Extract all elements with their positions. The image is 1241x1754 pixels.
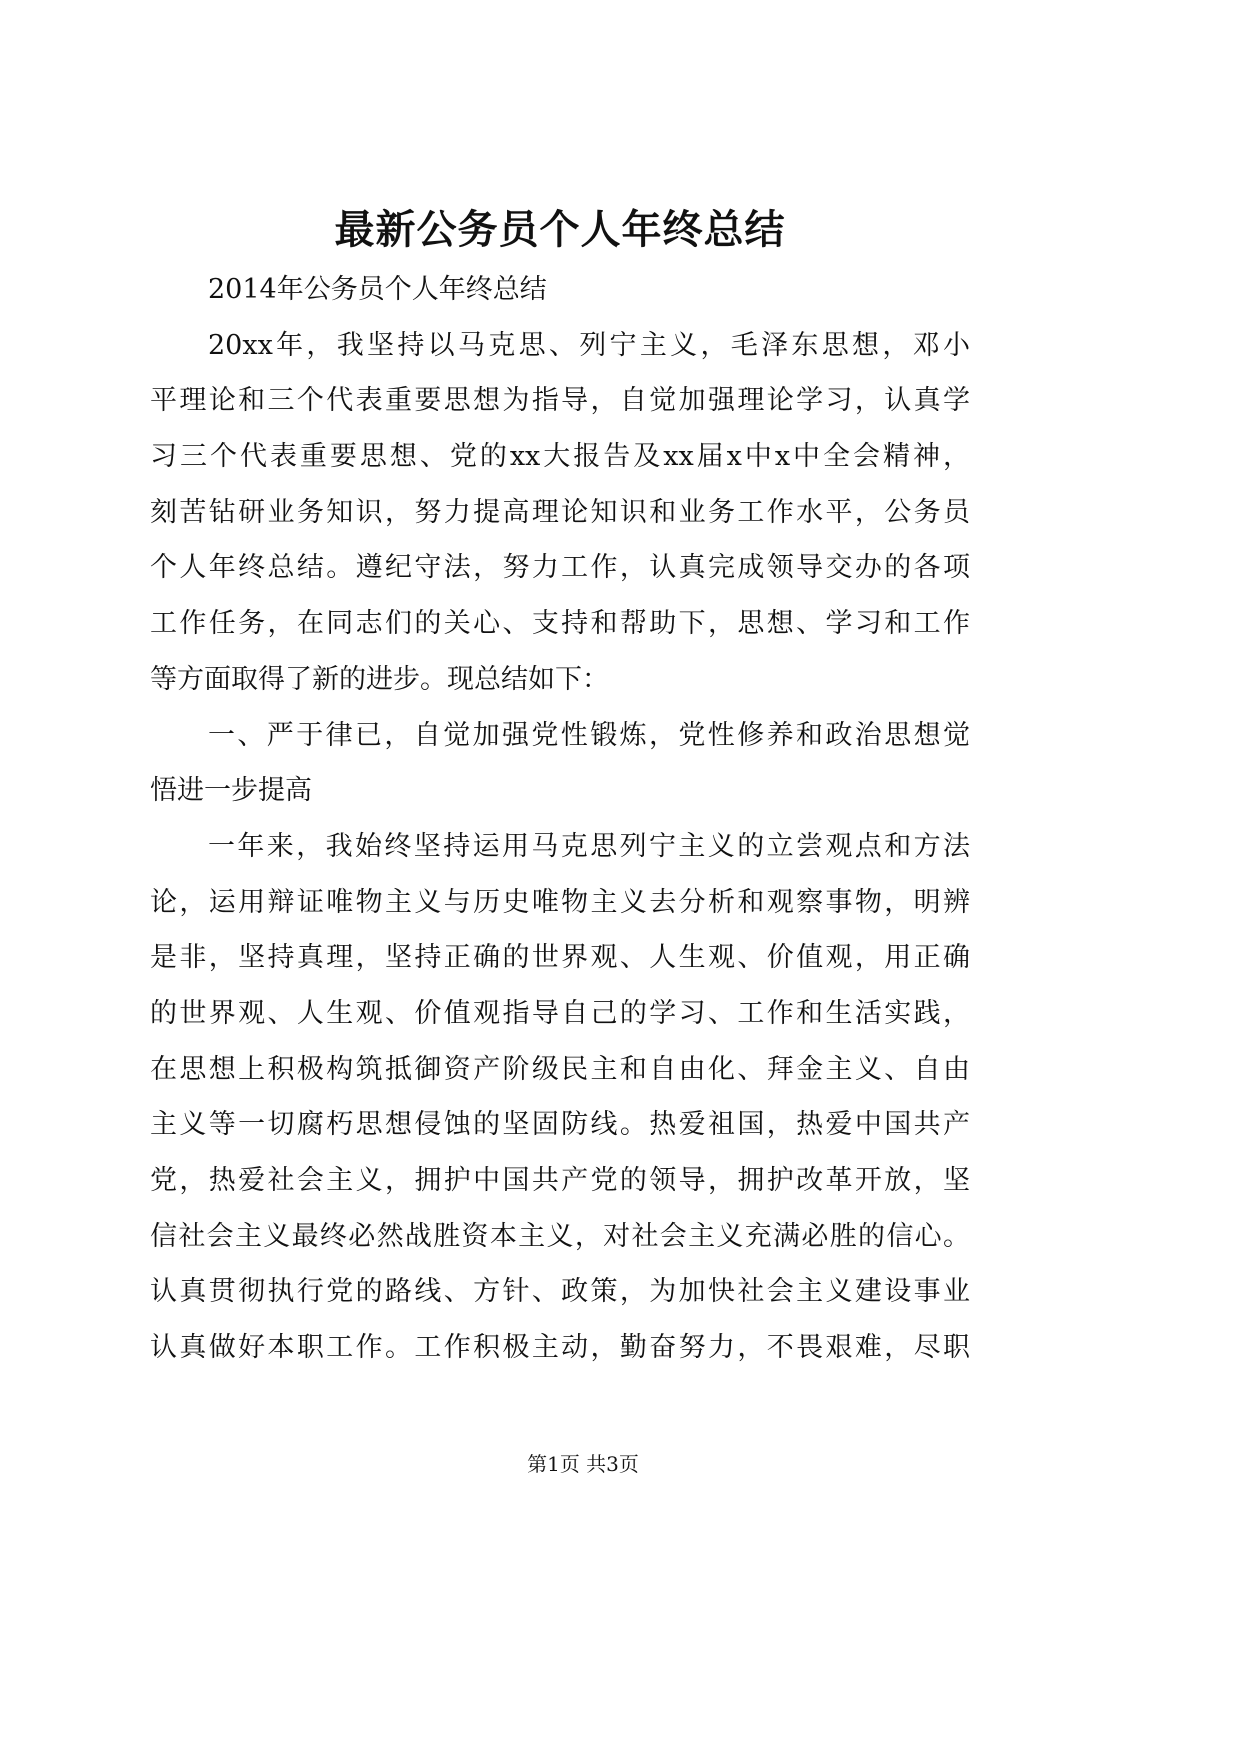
paragraph-line: 工作任务，在同志们的关心、支持和帮助下，思想、学习和工作	[150, 608, 970, 640]
paragraph-line: 认真贯彻执行党的路线、方针、政策，为加快社会主义建设事业	[150, 1276, 970, 1308]
paragraph-line: 一年来，我始终坚持运用马克思列宁主义的立尝观点和方法	[208, 830, 970, 862]
paragraph-line: 习三个代表重要思想、党的xx大报告及xx届x中x中全会精神，	[150, 441, 970, 473]
paragraph-line: 个人年终总结。遵纪守法，努力工作，认真完成领导交办的各项	[150, 552, 970, 584]
paragraph-line: 一、严于律已，自觉加强党性锻炼，党性修养和政治思想觉	[208, 719, 970, 751]
document-body	[150, 262, 970, 1376]
paragraph-line: 的世界观、人生观、价值观指导自己的学习、工作和生活实践，	[150, 997, 970, 1029]
document-title: 最新公务员个人年终总结	[334, 207, 786, 253]
paragraph-line: 20xx年，我坚持以马克思、列宁主义，毛泽东思想，邓小	[208, 329, 970, 361]
paragraph-line: 认真做好本职工作。工作积极主动，勤奋努力，不畏艰难，尽职	[150, 1332, 970, 1364]
paragraph-line: 论，运用辩证唯物主义与历史唯物主义去分析和观察事物，明辨	[150, 886, 970, 918]
page-footer: 第1页 共3页	[527, 1452, 639, 1476]
paragraph-line: 2014年公务员个人年终总结	[208, 274, 547, 305]
paragraph-line: 主义等一切腐朽思想侵蚀的坚固防线。热爱祖国，热爱中国共产	[150, 1109, 970, 1141]
paragraph-line: 党，热爱社会主义，拥护中国共产党的领导，拥护改革开放，坚	[150, 1165, 970, 1196]
paragraph-line: 是非，坚持真理，坚持正确的世界观、人生观、价值观，用正确	[150, 942, 970, 974]
paragraph-line: 等方面取得了新的进步。现总结如下：	[150, 663, 609, 695]
paragraph-line: 在思想上积极构筑抵御资产阶级民主和自由化、拜金主义、自由	[150, 1053, 970, 1085]
paragraph-line: 悟进一步提高	[150, 775, 312, 807]
paragraph-line: 信社会主义最终必然战胜资本主义，对社会主义充满必胜的信心。	[150, 1220, 970, 1252]
paragraph-line: 刻苦钻研业务知识，努力提高理论知识和业务工作水平，公务员	[150, 496, 970, 528]
paragraph-line: 平理论和三个代表重要思想为指导，自觉加强理论学习，认真学	[150, 385, 970, 417]
